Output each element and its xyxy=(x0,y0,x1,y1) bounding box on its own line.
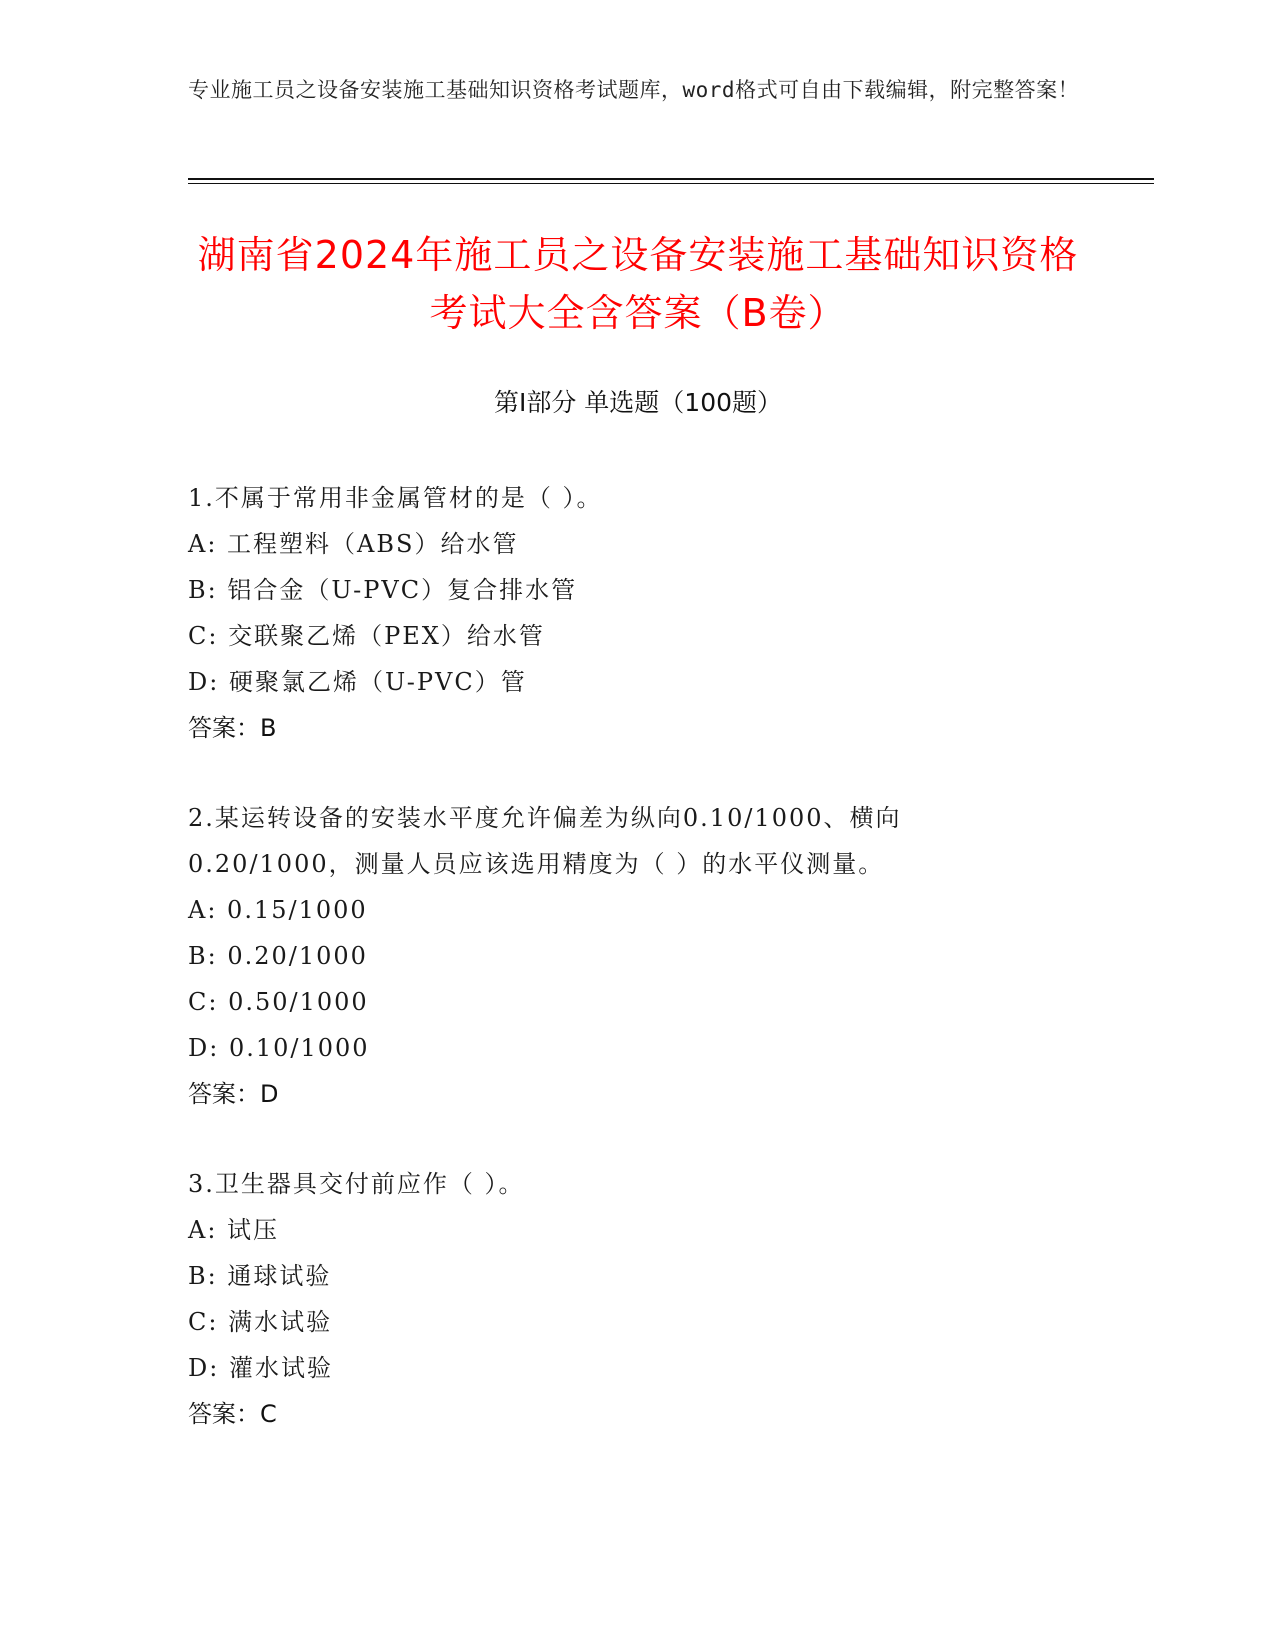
option-b: B: 铝合金（U-PVC）复合排水管 xyxy=(188,576,578,604)
document-title: 湖南省2024年施工员之设备安装施工基础知识资格考试大全含答案（B卷） xyxy=(197,233,1079,335)
header-rule-thin xyxy=(188,183,1154,184)
option-c: C: 满水试验 xyxy=(188,1308,333,1336)
question-stem: 3.卫生器具交付前应作（ ）。 xyxy=(188,1170,525,1198)
answer: 答案：C xyxy=(188,1400,277,1428)
option-d: D: 0.10/1000 xyxy=(188,1034,370,1062)
question-list xyxy=(188,475,1148,1481)
option-b: B: 通球试验 xyxy=(188,1262,332,1290)
option-c: C: 交联聚乙烯（PEX）给水管 xyxy=(188,622,545,650)
option-d: D: 硬聚氯乙烯（U-PVC）管 xyxy=(188,668,527,696)
option-d: D: 灌水试验 xyxy=(188,1354,333,1382)
question-1 xyxy=(188,475,1148,751)
question-2 xyxy=(188,795,1148,1117)
question-stem: 2.某运转设备的安装水平度允许偏差为纵向0.10/1000、横向0.20/1000，测量人员应该选用精度为（ ）的水平仪测量。 xyxy=(188,804,902,878)
option-a: A: 试压 xyxy=(188,1216,280,1244)
question-stem: 1.不属于常用非金属管材的是（ ）。 xyxy=(188,484,603,512)
answer: 答案：D xyxy=(188,1080,279,1108)
section-heading: 第I部分 单选题（100题） xyxy=(493,388,783,417)
option-b: B: 0.20/1000 xyxy=(188,942,368,970)
question-3 xyxy=(188,1161,1148,1437)
option-a: A: 0.15/1000 xyxy=(188,896,368,924)
option-a: A: 工程塑料（ABS）给水管 xyxy=(188,530,519,558)
header-note: 专业施工员之设备安装施工基础知识资格考试题库，word格式可自由下载编辑，附完整答案！ xyxy=(188,78,1080,102)
header-rule-thick xyxy=(188,178,1154,180)
answer: 答案：B xyxy=(188,714,277,742)
option-c: C: 0.50/1000 xyxy=(188,988,369,1016)
